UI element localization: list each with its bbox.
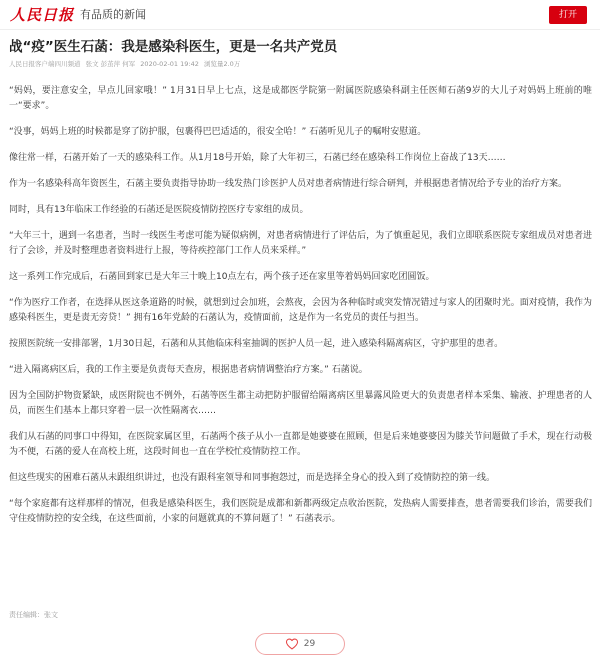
editor-label: 责任编辑： [9, 611, 44, 619]
article-paragraph: 作为一名感染科高年资医生，石菡主要负责指导协助一线发热门诊医护人员对患者病情进行综合研判，并根据患者情况给予专业的治疗方案。 [9, 179, 568, 189]
article-paragraph: “没事，妈妈上班的时候都是穿了防护服，包裹得巴巴适适的，很安全哈！” 石菡听见儿子的嘱咐安慰道。 [9, 127, 427, 137]
article-paragraph: 像往常一样，石菡开始了一天的感染科工作。从1月18号开始，除了大年初三，石菡已经在感染科工作岗位上奋战了13天…… [9, 153, 506, 163]
article-paragraph: “作为医疗工作者，在选择从医这条道路的时候，就想到过会加班，会熬夜，会因为各种临时或突发情况错过与家人的团聚时光。面对疫情，我作为感染科医生，更是责无旁贷！” 拥有16年党龄的石菡认为，疫情面前，这是作为一名党员的责任与担当。 [9, 298, 592, 323]
app-slogan: 有品质的新闻 [80, 8, 146, 21]
article-paragraph: “大年三十，遇到一名患者，当时一线医生考虑可能为疑似病例，对患者病情进行了评估后，为了慎重起见，我们立即联系医院专家组成员对患者进行了会诊，并及时整理患者资料进行上报，等待疾控部门工作人员来采样。” [9, 231, 592, 256]
article-source: 人民日报客户端四川频道 [9, 60, 81, 68]
article-views: 浏览量2.0万 [203, 60, 241, 68]
article-paragraph: 同时，具有13年临床工作经验的石菡还是医院疫情防控医疗专家组的成员。 [9, 205, 309, 215]
article-paragraph: 我们从石菡的同事口中得知，在医院家属区里，石菡两个孩子从小一直都是她婆婆在照顾，但是后来她婆婆因为膝关节问题做了手术，现在行动极为不便，石菡的爱人在高校上班，这段时间也一直在学校忙疫情防控工作。 [9, 432, 592, 457]
like-count: 29 [303, 639, 316, 649]
article-paragraph: “每个家庭都有这样那样的情况，但我是感染科医生，我们医院是成都和新都两级定点收治医院，发热病人需要排查，患者需要我们诊治，需要我们守住疫情防控的安全线，在这些面前，小家的问题就真的不算问题了！” 石菡表示。 [9, 499, 592, 524]
app-logo[interactable]: 人民日报 [10, 6, 75, 24]
top-bar [0, 0, 600, 30]
article-meta [9, 60, 243, 69]
article-body [9, 84, 592, 538]
article-paragraph: 但这些现实的困难石菡从未跟组织讲过，也没有跟科室领导和同事抱怨过，而是选择全身心的投入到了疫情防控的第一线。 [9, 473, 496, 483]
article-title: 战“疫”医生石菡：我是感染科医生，更是一名共产党员 [9, 39, 338, 55]
article-authors: 张文 彭茧萍 何军 [85, 60, 136, 68]
article-paragraph: “进入隔离病区后，我的工作主要是负责每天查房，根据患者病情调整治疗方案。” 石菡说。 [9, 365, 368, 375]
article-datetime: 2020-02-01 19:42 [140, 60, 199, 68]
article-paragraph: 因为全国防护物资紧缺，成医附院也不例外，石菡等医生都主动把防护服留给隔离病区里暴露风险更大的负责患者样本采集、输液、护理患者的人员，而医生们基本上都只穿着一层一次性隔离衣…… [9, 391, 592, 416]
article-paragraph: 按照医院统一安排部署，1月30日起，石菡和从其他临床科室抽调的医护人员一起，进入感染科隔离病区，守护那里的患者。 [9, 339, 504, 349]
responsible-editor [9, 610, 58, 620]
editor-name: 张文 [44, 611, 58, 619]
heart-icon [285, 637, 299, 651]
like-button[interactable] [255, 633, 345, 655]
open-app-button[interactable]: 打开 [549, 6, 587, 24]
article-paragraph: 这一系列工作完成后，石菡回到家已是大年三十晚上10点左右，两个孩子还在家里等着妈妈回家吃团圆饭。 [9, 272, 435, 282]
article-paragraph: “妈妈，要注意安全，早点儿回家哦！” 1月31日早上七点，这是成都医学院第一附属医院感染科副主任医师石菡9岁的大儿子对妈妈上班前的唯一“要求”。 [9, 86, 592, 111]
